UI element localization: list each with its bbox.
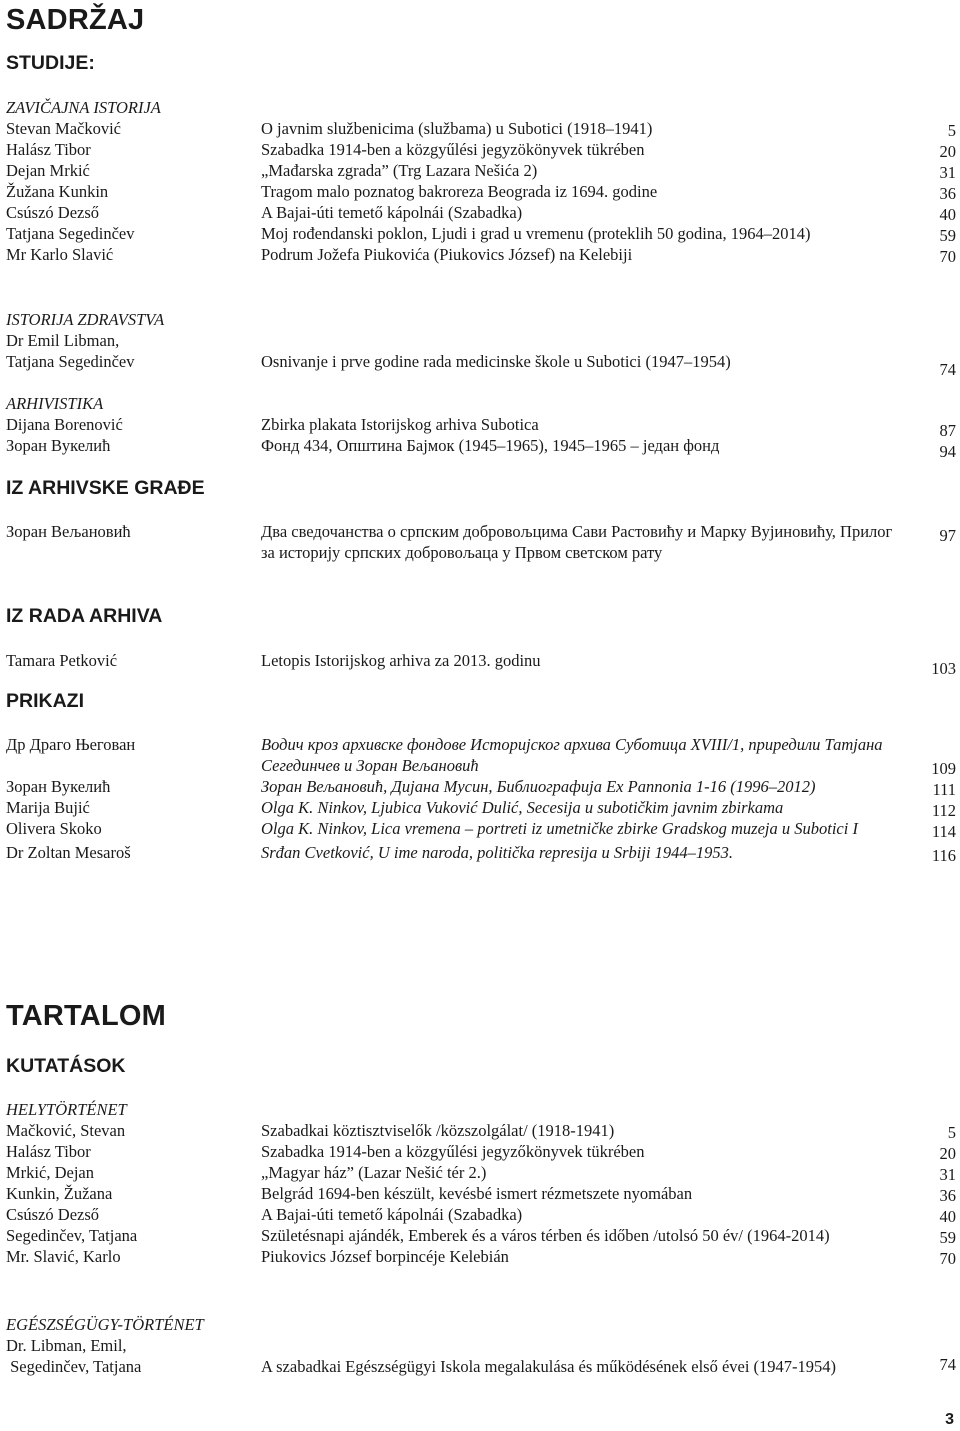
entry-title: A szabadkai Egészségügyi Iskola megalakulása és működésének első évei (1947-1954)	[261, 1357, 837, 1376]
entry-author: Dr. Libman, Emil,	[6, 1336, 127, 1355]
section-arhivska-gradja	[6, 521, 956, 563]
toc-entry	[6, 797, 956, 818]
entry-author: Stevan Mačković	[6, 119, 122, 138]
toc-entry	[6, 842, 956, 863]
category-label: ARHIVISTIKA	[6, 394, 104, 413]
section-rada-arhiva	[6, 650, 956, 678]
entry-page: 20	[939, 1144, 956, 1163]
entry-page: 116	[931, 846, 956, 865]
entry-author: Marija Bujić	[6, 798, 90, 817]
entry-author: Tatjana Segedinčev	[6, 352, 135, 371]
section-arhivistika	[6, 393, 956, 461]
section-prikazi	[6, 734, 956, 863]
toc-entry	[6, 1335, 956, 1377]
entry-author: Halász Tibor	[6, 1142, 91, 1161]
entry-author: Kunkin, Žužana	[6, 1184, 113, 1203]
section-heading-prikazi: PRIKAZI	[6, 690, 84, 712]
entry-author: Mr. Slavić, Karlo	[6, 1247, 121, 1266]
entry-title: A Bajai-úti temető kápolnái (Szabadka)	[261, 203, 523, 222]
entry-title: Szabadka 1914-ben a közgyűlési jegyzökönyvek tükrében	[261, 140, 645, 159]
toc-entry	[6, 818, 956, 839]
entry-author: Tatjana Segedinčev	[6, 224, 135, 243]
entry-title: Letopis Istorijskog arhiva za 2013. godinu	[261, 651, 541, 670]
entry-title: Водич кроз архивске фондове Историјског архива Суботица XVIII/1, приредили Татјана Сегединчев и Зоран Вељановић	[261, 735, 883, 775]
entry-author: Зоран Вукелић	[6, 436, 111, 455]
entry-author: Segedinčev, Tatjana	[6, 1357, 142, 1376]
entry-author: Mrkić, Dejan	[6, 1163, 94, 1182]
entry-author: Др Драго Његован	[6, 735, 136, 754]
section-heading-kutatasok: KUTATÁSOK	[6, 1055, 126, 1077]
entry-page: 109	[931, 759, 956, 778]
entry-title: Tragom malo poznatog bakroreza Beograda iz 1694. godine	[261, 182, 658, 201]
entry-author: Mačković, Stevan	[6, 1121, 126, 1140]
entry-author: Csúszó Dezső	[6, 203, 100, 222]
entry-author: Dr Zoltan Mesaroš	[6, 843, 131, 862]
entry-authors	[6, 1335, 254, 1377]
entry-title: Srđan Cvetković, U ime naroda, politička represija u Srbiji 1944–1953.	[261, 843, 734, 862]
toc-entry	[6, 1204, 956, 1225]
entry-page: 59	[939, 1228, 956, 1247]
entry-author: Зоран Вељановић	[6, 522, 131, 541]
toc-entry	[6, 734, 956, 776]
entry-author: Olivera Skoko	[6, 819, 102, 838]
entry-author: Dijana Borenović	[6, 415, 123, 434]
entry-author: Mr Karlo Slavić	[6, 245, 114, 264]
entry-page: 70	[939, 1249, 956, 1268]
entry-page: 94	[939, 442, 956, 461]
toc-entry	[6, 521, 956, 563]
toc-entry	[6, 1141, 956, 1162]
entry-page: 103	[931, 659, 956, 678]
entry-title: Születésnapi ajándék, Emberek és a város térben és időben /utolsó 50 év/ (1964-2014)	[261, 1226, 830, 1245]
entry-title: Зоран Вељановић, Дијана Мусин, Библиографија Ex Pannonia 1-16 (1996–2012)	[261, 777, 816, 796]
entry-page: 87	[939, 421, 956, 440]
toc-entry	[6, 202, 956, 223]
entry-title: Szabadkai köztisztviselők /közszolgálat/ (1918-1941)	[261, 1121, 615, 1140]
entry-page: 70	[939, 247, 956, 266]
category-label: ZAVIČAJNA ISTORIJA	[6, 98, 161, 117]
entry-title: Belgrád 1694-ben készült, kevésbé ismert rézmetszete nyomában	[261, 1184, 693, 1203]
toc-title-hu: TARTALOM	[6, 1000, 166, 1032]
entry-author: Dejan Mrkić	[6, 161, 90, 180]
toc-entry	[6, 139, 956, 160]
toc-title-sr: SADRŽAJ	[6, 4, 145, 36]
section-heading-studije: STUDIJE:	[6, 52, 95, 74]
entry-title: Zbirka plakata Istorijskog arhiva Subotica	[261, 415, 539, 434]
entry-title: Osnivanje i prve godine rada medicinske škole u Subotici (1947–1954)	[261, 352, 731, 371]
entry-title: A Bajai-úti temető kápolnái (Szabadka)	[261, 1205, 523, 1224]
toc-entry	[6, 1246, 956, 1267]
entry-page: 40	[939, 205, 956, 224]
entry-title: Фонд 434, Општина Бајмок (1945–1965), 1945–1965 – један фонд	[261, 436, 720, 455]
entry-title: Piukovics József borpincéje Kelebián	[261, 1247, 509, 1266]
toc-entry	[6, 776, 956, 797]
toc-entry	[6, 1120, 956, 1141]
entry-author: Dr Emil Libman,	[6, 331, 120, 350]
page-number: 3	[945, 1411, 954, 1428]
entry-author: Tamara Petković	[6, 651, 118, 670]
entry-author: Segedinčev, Tatjana	[6, 1226, 138, 1245]
entry-page: 74	[939, 1355, 956, 1374]
toc-entry	[6, 330, 956, 379]
entry-page: 20	[939, 142, 956, 161]
entry-page: 111	[932, 780, 956, 799]
entry-author: Зоран Вукелић	[6, 777, 111, 796]
toc-entry	[6, 435, 956, 461]
toc-entry	[6, 650, 956, 678]
entry-title: „Magyar ház” (Lazar Nešić tér 2.)	[261, 1163, 487, 1182]
toc-entry	[6, 1162, 956, 1183]
section-istorija-zdravstva	[6, 309, 956, 379]
entry-author: Žužana Kunkin	[6, 182, 109, 201]
toc-entry	[6, 1225, 956, 1246]
entry-page: 40	[939, 1207, 956, 1226]
entry-title: Olga K. Ninkov, Ljubica Vuković Dulić, Secesija u subotičkim javnim zbirkama	[261, 798, 784, 817]
entry-page: 31	[939, 1165, 956, 1184]
entry-page: 31	[939, 163, 956, 182]
entry-authors	[6, 330, 254, 372]
category-label: EGÉSZSÉGÜGY-TÖRTÉNET	[6, 1315, 204, 1334]
entry-title: Olga K. Ninkov, Lica vremena – portreti iz umetničke zbirke Gradskog muzeja u Subotici I	[261, 819, 858, 838]
entry-page: 5	[947, 1123, 956, 1142]
section-heading-iz-rada-arhiva: IZ RADA ARHIVA	[6, 605, 163, 627]
toc-entry	[6, 1183, 956, 1204]
entry-page: 36	[939, 1186, 956, 1205]
toc-entry	[6, 118, 956, 139]
section-egeszsegugy-tortenet	[6, 1314, 956, 1377]
category-label: HELYTÖRTÉNET	[6, 1100, 127, 1119]
entry-title: Podrum Jožefa Piukovića (Piukovics József) na Kelebiji	[261, 245, 633, 264]
entry-title: Moj rođendanski poklon, Ljudi i grad u vremenu (proteklih 50 godina, 1964–2014)	[261, 224, 811, 243]
section-heading-iz-arhivske-gradje: IZ ARHIVSKE GRAĐE	[6, 477, 205, 499]
entry-page: 112	[931, 801, 956, 820]
entry-title: Два сведочанства о српским добровољцима Сави Растовићу и Марку Вујиновићу, Прилог за историју српских добровољаца у Првом светском рату	[261, 522, 893, 562]
toc-entry	[6, 414, 956, 440]
category-label: ISTORIJA ZDRAVSTVA	[6, 310, 165, 329]
entry-title: O javnim službenicima (službama) u Subotici (1918–1941)	[261, 119, 653, 138]
entry-author: Csúszó Dezső	[6, 1205, 100, 1224]
entry-title: „Mađarska zgrada” (Trg Lazara Nešića 2)	[261, 161, 538, 180]
toc-entry	[6, 181, 956, 202]
section-zavicajna-istorija	[6, 97, 956, 265]
toc-entry	[6, 244, 956, 265]
entry-page: 59	[939, 226, 956, 245]
entry-page: 114	[931, 822, 956, 841]
toc-entry	[6, 160, 956, 181]
section-helytortenet	[6, 1099, 956, 1267]
entry-page: 36	[939, 184, 956, 203]
entry-page: 74	[939, 360, 956, 379]
toc-entry	[6, 223, 956, 244]
entry-title: Szabadka 1914-ben a közgyűlési jegyzőkönyvek tükrében	[261, 1142, 645, 1161]
entry-author: Halász Tibor	[6, 140, 91, 159]
entry-page: 97	[939, 526, 956, 545]
entry-page: 5	[947, 121, 956, 140]
